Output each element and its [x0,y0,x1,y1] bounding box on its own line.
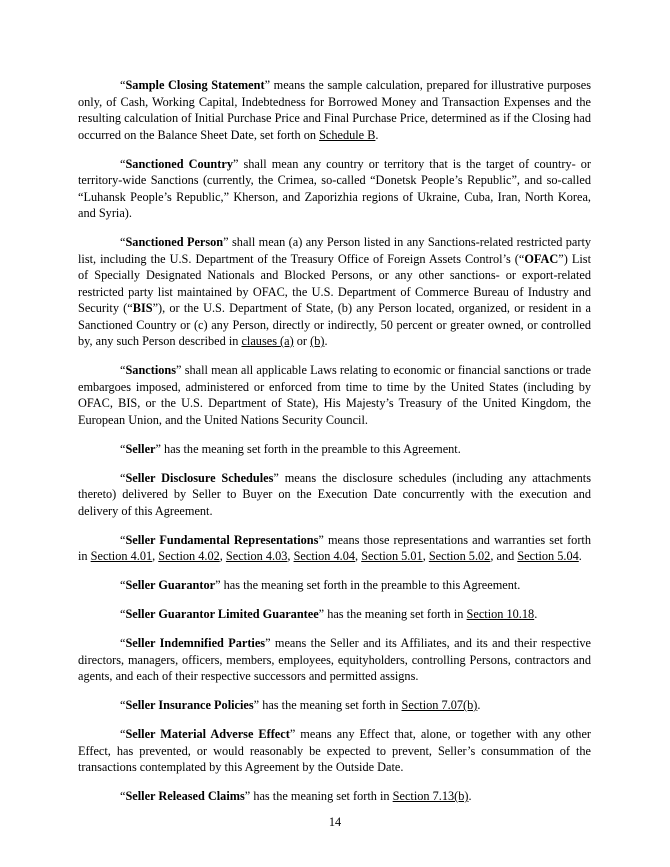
cross-reference-link[interactable]: Section 4.02 [158,549,220,563]
definition-text: “ [120,363,126,377]
definition-text: “ [120,156,126,171]
cross-reference-link[interactable]: Section 10.18 [466,607,535,621]
definition-text: “ [120,636,126,650]
defined-term: BIS [132,301,153,315]
definition-paragraph [78,234,591,350]
defined-term: OFAC [524,251,559,266]
defined-term: Seller Material Adverse Effect [125,727,290,741]
definition-text: or [293,334,311,348]
definition-text: , [422,549,429,563]
definition-text: , and [490,549,518,563]
defined-term: Seller Released Claims [125,789,245,803]
definition-text: ” has the meaning set forth in [318,607,467,621]
cross-reference-link[interactable]: Section 4.04 [293,549,356,563]
definition-text: “ [120,727,126,741]
defined-term: Sanctioned Country [125,156,233,171]
definition-text: , [287,549,294,563]
definition-text: “ [120,78,126,92]
definition-paragraph [78,532,591,565]
definition-text: “ [120,789,126,803]
cross-reference-link[interactable]: Section 4.03 [225,549,288,563]
definition-text: ” has the meaning set forth in the preamble to this Agreement. [215,578,521,592]
cross-reference-link[interactable]: Section 4.01 [90,549,153,563]
definition-text: ” means any Effect that, alone, or together with any other Effect, has prevented, or would reasonably be expected to prevent, Seller’s consummation of the transactions contemplated by this Agreement by the Outside Date. [78,727,591,774]
definition-paragraph [78,470,591,520]
definition-text: . [534,607,538,621]
definition-text: “ [120,607,126,621]
definition-text: “ [120,235,126,249]
defined-term: Seller Guarantor [125,578,216,592]
definition-paragraph [78,77,591,143]
definition-text: ” has the meaning set forth in the preamble to this Agreement. [155,441,461,456]
defined-term: Seller Fundamental Representations [125,532,319,547]
cross-reference-link[interactable]: Section 7.07(b) [401,698,478,712]
definition-paragraph [78,788,591,805]
cross-reference-link[interactable]: (b) [310,334,325,348]
page-number: 14 [328,815,342,829]
definition-text: . [375,127,379,142]
defined-term: Sample Closing Statement [125,78,265,92]
definition-paragraph [78,606,591,623]
definition-text: ” has the meaning set forth in [244,789,393,803]
cross-reference-link[interactable]: Section 7.13(b) [392,789,469,803]
definition-text: “ [120,698,126,712]
definition-text: “ [120,470,126,485]
definition-text: “ [120,532,126,547]
definition-text: ” means the Seller and its Affiliates, and its and their respective directors, managers, officers, members, employees, equityholders, controlling Persons, contractors and agents, and each of their respective successors and permitted assigns. [78,636,591,683]
definition-text: ” means those representations and warranties set forth in [78,532,591,563]
defined-term: Seller Guarantor Limited Guarantee [125,607,319,621]
cross-reference-link[interactable]: Section 5.04 [517,549,579,563]
definition-paragraph [78,577,591,594]
definition-paragraph [78,441,591,458]
defined-term: Sanctions [125,363,177,377]
definition-text: , [219,549,226,563]
definition-text: . [324,334,328,348]
definition-text: . [477,698,481,712]
definition-text: ” has the meaning set forth in [253,698,402,712]
definition-text: ” shall mean all applicable Laws relating to economic or financial sanctions or trade embargoes imposed, administered or enforced from time to time by the United States (including by OFAC, BIS, or the U.S. Department of State), His Majesty’s Treasury of the United Kingdom, the European Union, and the United Nations Security Council. [78,363,591,427]
definition-text: “ [120,441,126,456]
cross-reference-link[interactable]: Section 5.01 [361,549,423,563]
cross-reference-link[interactable]: Schedule B [319,127,376,142]
defined-term: Seller [125,441,156,456]
definition-text: . [578,549,582,563]
definition-text: . [468,789,472,803]
definition-text: , [152,549,159,563]
defined-term: Seller Indemnified Parties [125,636,266,650]
defined-term: Sanctioned Person [125,235,224,249]
definition-text: “ [120,578,126,592]
definition-paragraph [78,362,591,428]
defined-term: Seller Insurance Policies [125,698,254,712]
definition-text: ” shall mean any country or territory that is the target of country- or territory-wide Sanctions (currently, the Crimea, so-called “Donetsk People’s Republic”, and so-called “Luhansk People’s Republic,” Kherson, and Zaporizhia regions of Ukraine, Cuba, Iran, North Korea, and Syria). [78,156,591,220]
definition-paragraph [78,156,591,222]
definition-text: ”) List of Specially Designated Nationals and Blocked Persons, or any other sanctions- or export-related restricted party list maintained by OFAC, the U.S. Department of Commerce Bureau of Industry and Security (“ [78,251,591,315]
definition-text: ”), or the U.S. Department of State, (b) any Person located, organized, or resident in a Sanctioned Country or (c) any Person, directly or indirectly, 50 percent or greater owned, or controlled by, any such Person described in [78,301,592,348]
definition-paragraph [78,697,591,714]
definitions-list [78,77,591,817]
cross-reference-link[interactable]: clauses (a) [241,334,294,348]
definition-text: ” shall mean (a) any Person listed in any Sanctions-related restricted party list, including the U.S. Department of the Treasury Office of Foreign Assets Control’s (“ [78,235,592,266]
definition-text: , [355,549,362,563]
definition-paragraph [78,726,591,776]
definition-paragraph [78,635,591,685]
cross-reference-link[interactable]: Section 5.02 [428,549,491,563]
defined-term: Seller Disclosure Schedules [125,470,274,485]
definition-text: ” means the sample calculation, prepared for illustrative purposes only, of Cash, Working Capital, Indebtedness for Borrowed Money and Transaction Expenses and the resulting calculation of Initial Purchase Price and Final Purchase Price, determined as if the Closing had occurred on the Balance Sheet Date, set forth on [78,78,591,142]
definition-text: ” means the disclosure schedules (including any attachments thereto) delivered by Seller to Buyer on the Execution Date concurrently with the execution and delivery of this Agreement. [78,470,591,518]
